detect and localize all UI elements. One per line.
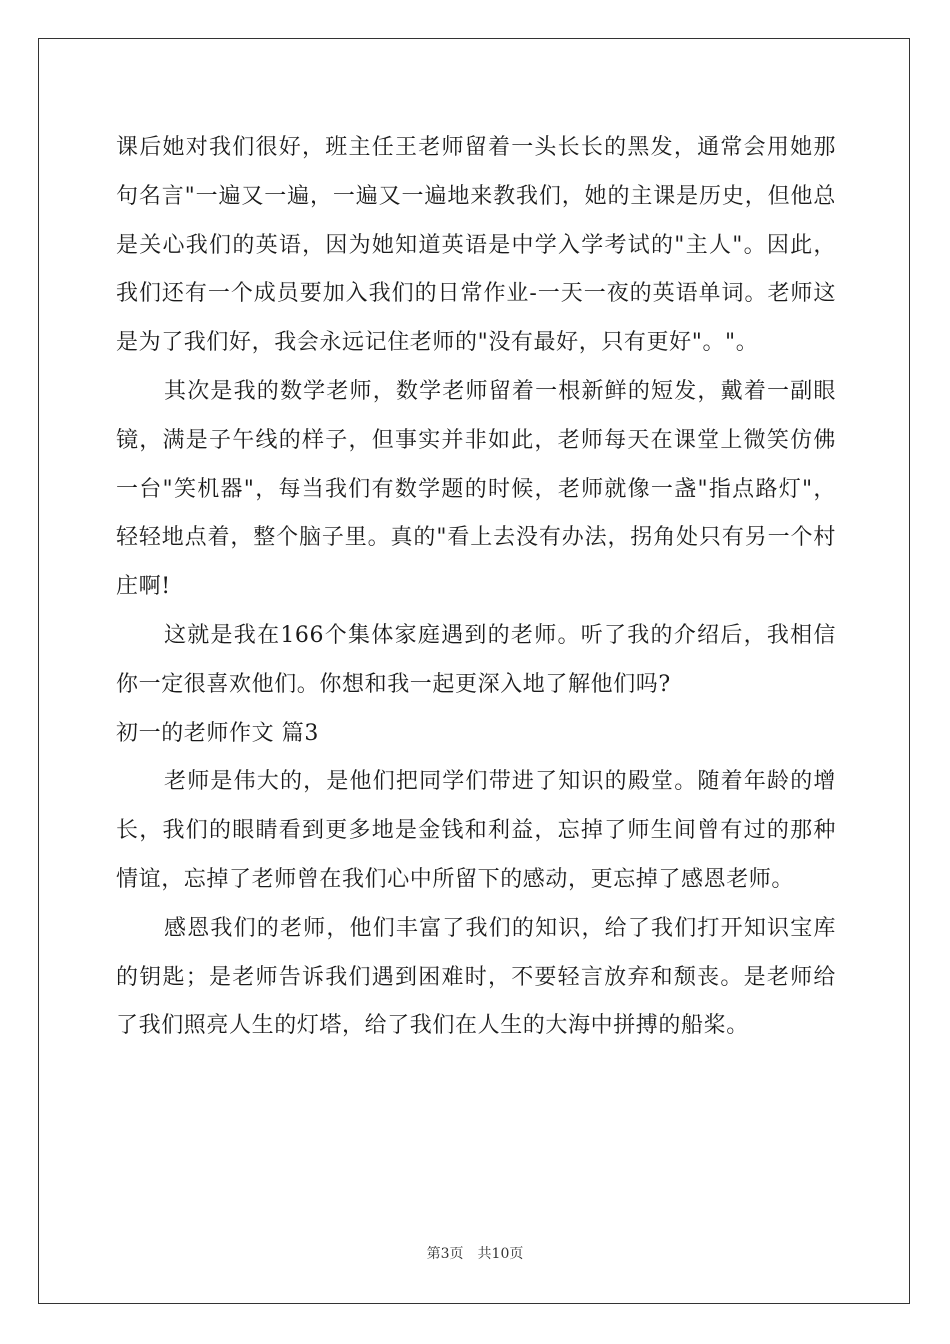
document-body — [116, 124, 836, 1051]
section-heading: 初一的老师作文 篇3 — [116, 720, 319, 746]
page-total: 共10页 — [477, 1246, 524, 1262]
page-number: 第3页 — [426, 1246, 464, 1262]
paragraph-5: 感恩我们的老师，他们丰富了我们的知识，给了我们打开知识宝库的钥匙；是老师告诉我们遇到困难时，不要轻言放弃和颓丧。是老师给了我们照亮人生的灯塔，给了我们在人生的大海中拼搏的船桨。 — [116, 915, 836, 1039]
paragraph-4: 老师是伟大的，是他们把同学们带进了知识的殿堂。随着年龄的增长，我们的眼睛看到更多地是金钱和利益，忘掉了师生间曾有过的那种情谊，忘掉了老师曾在我们心中所留下的感动，更忘掉了感恩老师。 — [116, 769, 836, 892]
paragraph-3: 这就是我在166个集体家庭遇到的老师。听了我的介绍后，我相信你一定很喜欢他们。你想和我一起更深入地了解他们吗? — [116, 622, 836, 697]
paragraph-2: 其次是我的数学老师，数学老师留着一根新鲜的短发，戴着一副眼镜，满是子午线的样子，但事实并非如此，老师每天在课堂上微笑仿佛一台"笑机器"，每当我们有数学题的时候，老师就像一盏"指点路灯"，轻轻地点着，整个脑子里。真的"看上去没有办法，拐角处只有另一个村庄啊! — [116, 378, 836, 600]
paragraph-1: 课后她对我们很好，班主任王老师留着一头长长的黑发，通常会用她那句名言"一遍又一遍，一遍又一遍地来教我们，她的主课是历史，但他总是关心我们的英语，因为她知道英语是中学入学考试的"主人"。因此，我们还有一个成员要加入我们的日常作业-一天一夜的英语单词。老师这是为了我们好，我会永远记住老师的"没有最好，只有更好"。"。 — [116, 135, 836, 356]
page-footer — [0, 1243, 950, 1263]
